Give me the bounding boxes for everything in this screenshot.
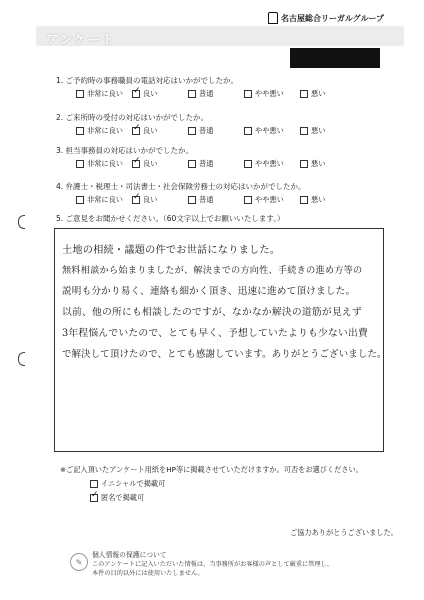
handwritten-line: で解決して頂けたので、とても感謝しています。ありがとうございました。 — [62, 349, 387, 360]
handwritten-line: 土地の相続・議題の件でお世話になりました。 — [62, 245, 281, 256]
question-3: 3. 担当事務員の対応はいかがでしたか。 — [56, 146, 194, 155]
checkbox-checked[interactable] — [132, 196, 140, 204]
question-4: 4. 弁護士・税理士・司法書士・社会保険労務士の対応はいかがでしたか。 — [56, 182, 306, 191]
option[interactable] — [188, 89, 244, 99]
option[interactable] — [76, 89, 132, 99]
option-label: 悪い — [311, 126, 326, 135]
question-2: 2. ご来所時の受付の対応はいかがでしたか。 — [56, 113, 209, 122]
option[interactable] — [300, 126, 356, 136]
handwritten-line: 3年程悩んでいたので、とても早く、予想していたよりも少ない出費 — [62, 328, 368, 339]
checkbox[interactable] — [188, 196, 196, 204]
option-label: 悪い — [311, 89, 326, 98]
option[interactable] — [132, 89, 188, 99]
option-label: 普通 — [199, 126, 214, 135]
brand-name: 名古屋総合リーガルグループ — [281, 13, 385, 23]
privacy-title: 個人情報の保護について — [92, 551, 167, 559]
punch-hole — [18, 215, 25, 229]
question-1: 1. ご予約時の事務職員の電話対応はいかがでしたか。 — [56, 76, 239, 85]
checkbox[interactable] — [76, 127, 84, 135]
checkbox[interactable] — [300, 160, 308, 168]
privacy-icon: ✎ — [70, 553, 88, 571]
option[interactable] — [188, 159, 244, 169]
option-label: 良い — [143, 89, 158, 98]
checkbox-checked[interactable] — [132, 90, 140, 98]
option-label: 普通 — [199, 159, 214, 168]
option[interactable] — [244, 126, 300, 136]
checkbox[interactable] — [76, 196, 84, 204]
checkbox[interactable] — [244, 127, 252, 135]
option-label: 悪い — [311, 195, 326, 204]
consent-option[interactable] — [90, 493, 144, 503]
checkbox-checked[interactable] — [90, 494, 98, 502]
option-label: 普通 — [199, 195, 214, 204]
question-5: 5. ご意見をお聞かせください。（60文字以上でお願いいたします。） — [56, 214, 285, 223]
option[interactable] — [244, 159, 300, 169]
option-label: やや悪い — [255, 159, 284, 168]
option-label: イニシャルで掲載可 — [101, 479, 166, 488]
comment-box[interactable] — [54, 228, 384, 452]
form-title: アンケート — [46, 33, 116, 48]
option[interactable] — [300, 89, 356, 99]
publish-consent-question: ※ご記入頂いたアンケート用紙をHP等に掲載させていただけますか。可否をお選びください。 — [60, 465, 363, 474]
checkbox[interactable] — [244, 90, 252, 98]
option[interactable] — [300, 159, 356, 169]
option[interactable] — [132, 195, 188, 205]
checkbox[interactable] — [90, 480, 98, 488]
handwritten-line: 説明も分かり易く、連絡も細かく頂き、迅速に進めて頂けました。 — [62, 286, 356, 297]
option[interactable] — [76, 159, 132, 169]
checkbox[interactable] — [300, 90, 308, 98]
checkbox[interactable] — [76, 90, 84, 98]
handwritten-line: 無料相談から始まりましたが、解決までの方向性、手続きの進め方等の — [62, 265, 363, 276]
question-2-options — [76, 126, 356, 136]
redaction-block — [290, 48, 380, 68]
option[interactable] — [132, 159, 188, 169]
privacy-text: このアンケートに記入いただいた情報は、当事務所がお客様の声として厳重に管理し、 — [92, 561, 333, 568]
handwritten-line: 以前、他の所にも相談したのですが、なかなか解決の道筋が見えず — [62, 307, 362, 318]
option-label: 匿名で掲載可 — [101, 493, 145, 502]
option-label: やや悪い — [255, 195, 284, 204]
option-label: 悪い — [311, 159, 326, 168]
checkbox-checked[interactable] — [132, 127, 140, 135]
question-3-options — [76, 159, 356, 169]
option-label: 非常に良い — [87, 195, 123, 204]
checkbox[interactable] — [244, 160, 252, 168]
option-label: 非常に良い — [87, 89, 123, 98]
brand-mark-icon — [268, 12, 278, 24]
checkbox-checked[interactable] — [132, 160, 140, 168]
option-label: やや悪い — [255, 126, 284, 135]
checkbox[interactable] — [188, 127, 196, 135]
checkbox[interactable] — [188, 160, 196, 168]
option-label: 普通 — [199, 89, 214, 98]
option-label: 非常に良い — [87, 159, 123, 168]
option[interactable] — [132, 126, 188, 136]
option-label: 良い — [143, 159, 158, 168]
thanks-message: ご協力ありがとうございました。 — [290, 528, 398, 537]
option[interactable] — [300, 195, 356, 205]
checkbox[interactable] — [244, 196, 252, 204]
question-1-options — [76, 89, 356, 99]
brand-logo — [268, 12, 384, 24]
consent-option[interactable] — [90, 479, 165, 489]
privacy-text: 本件の目的以外には使用いたしません。 — [92, 570, 204, 577]
option[interactable] — [244, 195, 300, 205]
option[interactable] — [76, 126, 132, 136]
checkbox[interactable] — [188, 90, 196, 98]
option-label: 非常に良い — [87, 126, 123, 135]
option[interactable] — [188, 195, 244, 205]
checkbox[interactable] — [76, 160, 84, 168]
checkbox[interactable] — [300, 127, 308, 135]
option-label: やや悪い — [255, 89, 284, 98]
option[interactable] — [76, 195, 132, 205]
punch-hole — [18, 352, 25, 366]
question-4-options — [76, 195, 356, 205]
option-label: 良い — [143, 195, 158, 204]
option[interactable] — [188, 126, 244, 136]
checkbox[interactable] — [300, 196, 308, 204]
option[interactable] — [244, 89, 300, 99]
option-label: 良い — [143, 126, 158, 135]
